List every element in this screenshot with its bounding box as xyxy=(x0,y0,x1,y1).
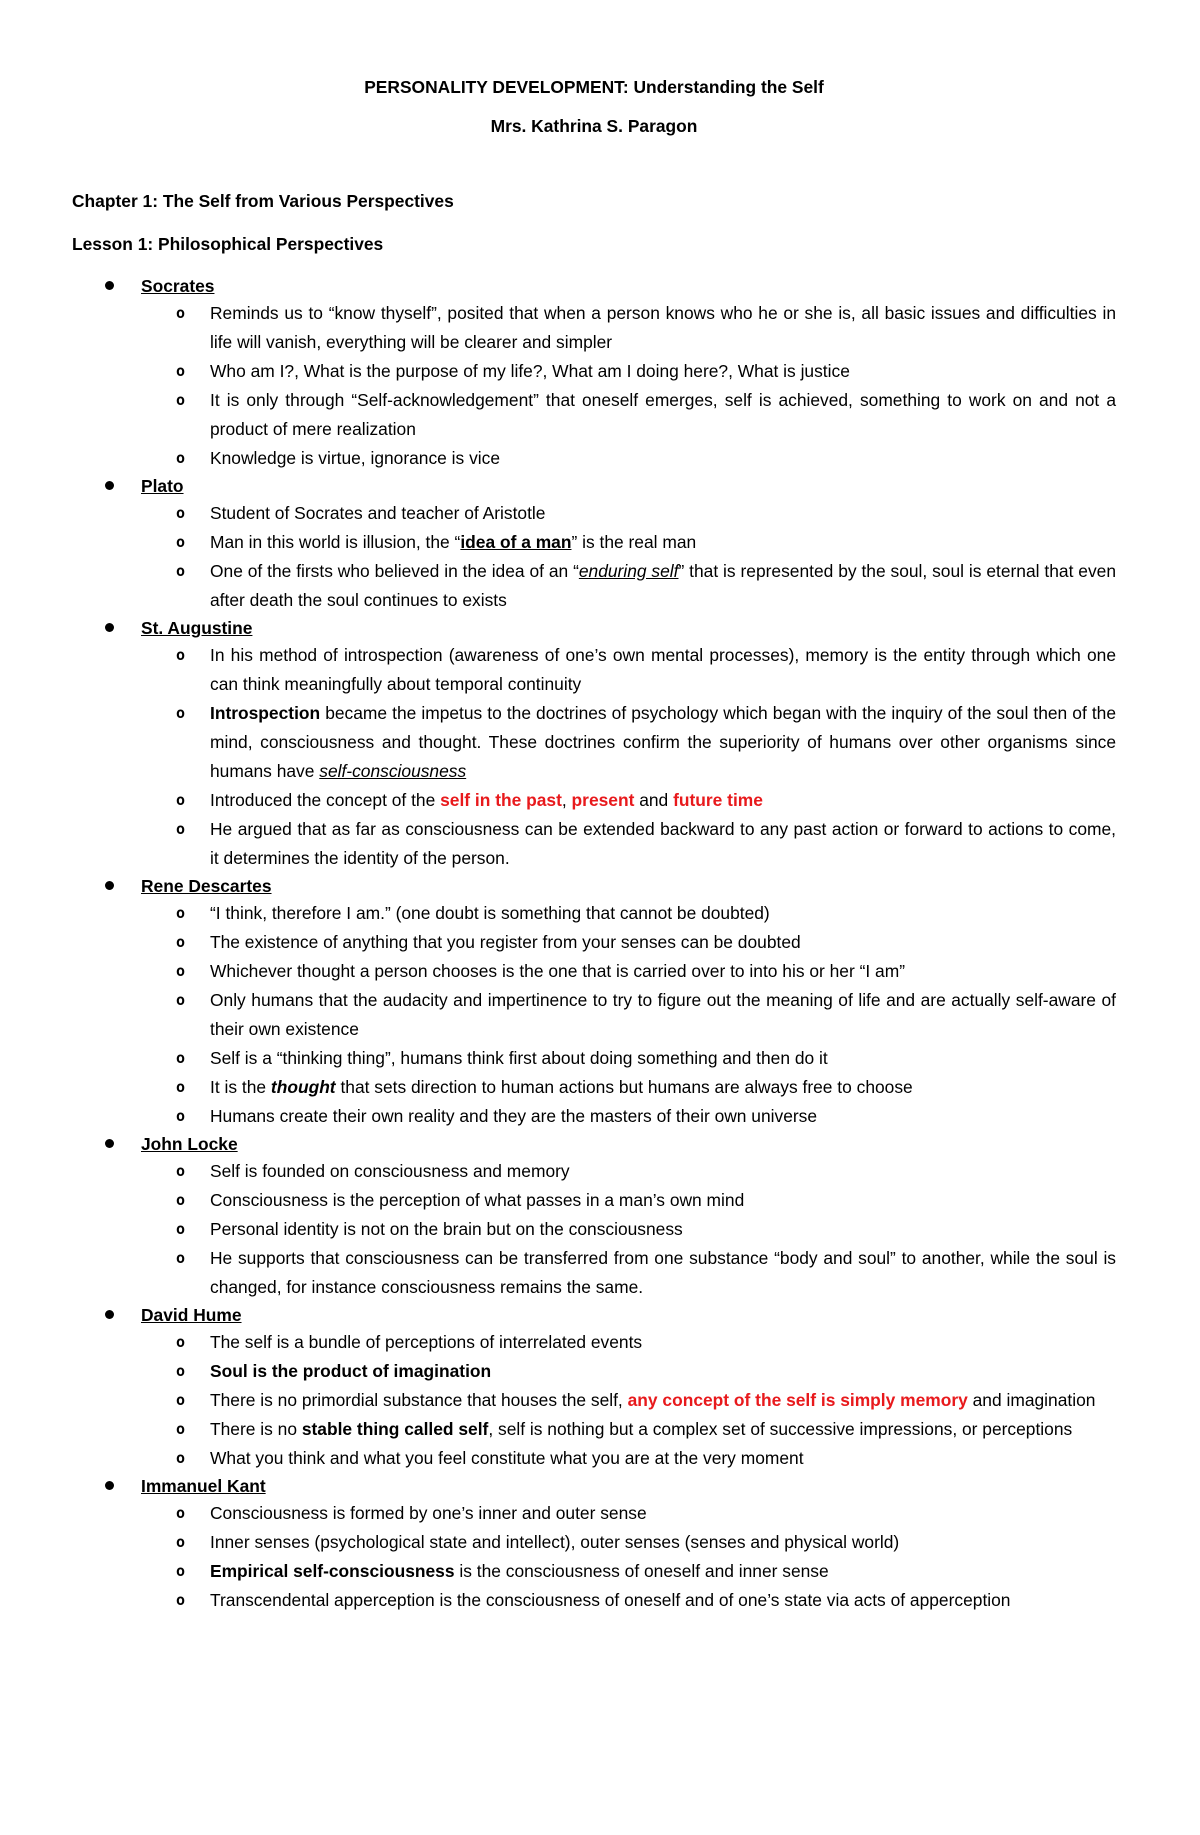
point-item xyxy=(141,1244,1116,1302)
philosopher-item xyxy=(72,273,1116,473)
point-text: enduring self xyxy=(578,561,679,581)
hollow-bullet-icon: o xyxy=(176,704,186,722)
bullet-icon xyxy=(105,623,114,632)
bullet-icon xyxy=(105,281,114,290)
point-item xyxy=(141,1157,1116,1186)
document-author: Mrs. Kathrina S. Paragon xyxy=(490,116,698,136)
point-text: He argued that as far as consciousness can be extended backward to any past action or forward to actions to come, it determines the identity of the person. xyxy=(210,819,1116,868)
hollow-bullet-icon: o xyxy=(176,1249,186,1267)
point-item xyxy=(141,1386,1116,1415)
point-item xyxy=(141,1044,1116,1073)
philosopher-item xyxy=(72,615,1116,873)
point-text: Humans create their own reality and they are the masters of their own universe xyxy=(210,1106,818,1126)
hollow-bullet-icon: o xyxy=(176,1391,186,1409)
philosopher-name: John Locke xyxy=(141,1134,238,1154)
hollow-bullet-icon: o xyxy=(176,304,186,322)
point-text: Consciousness is formed by one’s inner and outer sense xyxy=(210,1503,647,1523)
point-list xyxy=(141,641,1116,873)
document-title: PERSONALITY DEVELOPMENT: Understanding the Self xyxy=(364,77,824,97)
philosopher-name: David Hume xyxy=(141,1305,242,1325)
point-item xyxy=(141,957,1116,986)
philosopher-name: Rene Descartes xyxy=(141,876,272,896)
hollow-bullet-icon: o xyxy=(176,1362,186,1380)
point-text: There is no primordial substance that houses the self, xyxy=(210,1390,628,1410)
point-text: Introspection xyxy=(210,703,321,723)
point-text: stable thing called self xyxy=(301,1419,489,1439)
hollow-bullet-icon: o xyxy=(176,504,186,522)
point-item xyxy=(141,928,1116,957)
point-text: that sets direction to human actions but humans are always free to choose xyxy=(335,1077,913,1097)
hollow-bullet-icon: o xyxy=(176,904,186,922)
hollow-bullet-icon: o xyxy=(176,1162,186,1180)
point-text: any concept of the self is simply memory xyxy=(627,1390,968,1410)
bullet-icon xyxy=(105,481,114,490)
lesson-heading: Lesson 1: Philosophical Perspectives xyxy=(72,234,384,254)
point-item xyxy=(141,1557,1116,1586)
bullet-icon xyxy=(105,1310,114,1319)
hollow-bullet-icon: o xyxy=(176,1049,186,1067)
point-item xyxy=(141,499,1116,528)
point-list xyxy=(141,1157,1116,1302)
point-text: Transcendental apperception is the consciousness of oneself and of one’s state via acts of apperception xyxy=(210,1590,1011,1610)
point-text: Who am I?, What is the purpose of my life?, What am I doing here?, What is justice xyxy=(210,361,850,381)
point-text: Introduced the concept of the xyxy=(210,790,441,810)
point-item xyxy=(141,641,1116,699)
philosophers-list xyxy=(72,273,1116,1615)
point-item xyxy=(141,444,1116,473)
hollow-bullet-icon: o xyxy=(176,1107,186,1125)
point-text: idea of a man xyxy=(460,532,572,552)
philosopher-name: Immanuel Kant xyxy=(141,1476,266,1496)
point-text: There is no xyxy=(210,1419,302,1439)
point-item xyxy=(141,699,1116,786)
point-item xyxy=(141,815,1116,873)
philosopher-name: Plato xyxy=(141,476,184,496)
point-item xyxy=(141,899,1116,928)
point-text: and imagination xyxy=(967,1390,1096,1410)
bullet-icon xyxy=(105,1139,114,1148)
hollow-bullet-icon: o xyxy=(176,646,186,664)
philosopher-item xyxy=(72,873,1116,1131)
point-text: The self is a bundle of perceptions of interrelated events xyxy=(210,1332,643,1352)
point-text: Empirical self-consciousness xyxy=(210,1561,455,1581)
point-text: Personal identity is not on the brain but on the consciousness xyxy=(210,1219,683,1239)
bullet-icon xyxy=(105,881,114,890)
hollow-bullet-icon: o xyxy=(176,1449,186,1467)
point-text: It is the xyxy=(210,1077,271,1097)
point-list xyxy=(141,299,1116,473)
point-item xyxy=(141,1215,1116,1244)
point-item xyxy=(141,986,1116,1044)
point-text: Whichever thought a person chooses is the one that is carried over to into his or her “I am” xyxy=(210,961,906,981)
point-text: Inner senses (psychological state and intellect), outer senses (senses and physical world) xyxy=(210,1532,900,1552)
point-item xyxy=(141,1499,1116,1528)
point-item xyxy=(141,357,1116,386)
point-text: became the impetus to the doctrines of psychology which began with the inquiry of the soul then of the mind, consciousness and thought. These doctrines confirm the superiority of humans over other organisms since humans have xyxy=(210,703,1116,781)
point-text: is the consciousness of oneself and inner sense xyxy=(454,1561,829,1581)
point-item xyxy=(141,386,1116,444)
hollow-bullet-icon: o xyxy=(176,1591,186,1609)
point-text: self in the past xyxy=(440,790,562,810)
point-text: ” is the real man xyxy=(571,532,697,552)
hollow-bullet-icon: o xyxy=(176,1533,186,1551)
point-text: self-consciousness xyxy=(319,761,467,781)
hollow-bullet-icon: o xyxy=(176,991,186,1009)
hollow-bullet-icon: o xyxy=(176,962,186,980)
point-item xyxy=(141,1357,1116,1386)
point-text: “I think, therefore I am.” (one doubt is something that cannot be doubted) xyxy=(210,903,770,923)
point-item xyxy=(141,1444,1116,1473)
point-text: Self is a “thinking thing”, humans think first about doing something and then do it xyxy=(210,1048,828,1068)
hollow-bullet-icon: o xyxy=(176,1220,186,1238)
point-item xyxy=(141,528,1116,557)
hollow-bullet-icon: o xyxy=(176,1333,186,1351)
point-text: Reminds us to “know thyself”, posited that when a person knows who he or she is, all basic issues and difficulties in life will vanish, everything will be clearer and simpler xyxy=(210,303,1116,352)
hollow-bullet-icon: o xyxy=(176,1420,186,1438)
hollow-bullet-icon: o xyxy=(176,933,186,951)
point-item xyxy=(141,1586,1116,1615)
hollow-bullet-icon: o xyxy=(176,1078,186,1096)
philosopher-item xyxy=(72,473,1116,615)
point-item xyxy=(141,786,1116,815)
hollow-bullet-icon: o xyxy=(176,1562,186,1580)
point-text: present xyxy=(571,790,635,810)
point-text: The existence of anything that you register from your senses can be doubted xyxy=(210,932,801,952)
point-item xyxy=(141,1328,1116,1357)
bullet-icon xyxy=(105,1481,114,1490)
point-item xyxy=(141,1415,1116,1444)
hollow-bullet-icon: o xyxy=(176,362,186,380)
philosopher-item xyxy=(72,1131,1116,1302)
hollow-bullet-icon: o xyxy=(176,449,186,467)
point-text: He supports that consciousness can be transferred from one substance “body and soul” to another, while the soul is changed, for instance consciousness remains the same. xyxy=(210,1248,1116,1297)
point-text: In his method of introspection (awareness of one’s own mental processes), memory is the entity through which one can think meaningfully about temporal continuity xyxy=(210,645,1116,694)
point-text: Consciousness is the perception of what passes in a man’s own mind xyxy=(210,1190,745,1210)
point-text: Only humans that the audacity and impertinence to try to figure out the meaning of life and are actually self-aware of their own existence xyxy=(210,990,1116,1039)
point-list xyxy=(141,1328,1116,1473)
point-text: Student of Socrates and teacher of Aristotle xyxy=(210,503,546,523)
point-text: What you think and what you feel constitute what you are at the very moment xyxy=(210,1448,804,1468)
point-text: Soul is the product of imagination xyxy=(210,1361,492,1381)
philosopher-name: St. Augustine xyxy=(141,618,253,638)
philosopher-item xyxy=(72,1302,1116,1473)
point-list xyxy=(141,499,1116,615)
point-text: Self is founded on consciousness and memory xyxy=(210,1161,570,1181)
philosopher-item xyxy=(72,1473,1116,1615)
hollow-bullet-icon: o xyxy=(176,791,186,809)
point-text: It is only through “Self-acknowledgement” that oneself emerges, self is achieved, something to work on and not a product of mere realization xyxy=(210,390,1116,439)
hollow-bullet-icon: o xyxy=(176,1191,186,1209)
point-text: One of the firsts who believed in the idea of an “ xyxy=(210,561,579,581)
point-item xyxy=(141,1186,1116,1215)
chapter-heading: Chapter 1: The Self from Various Perspectives xyxy=(72,191,454,211)
point-text: and xyxy=(634,790,674,810)
hollow-bullet-icon: o xyxy=(176,562,186,580)
point-list xyxy=(141,1499,1116,1615)
hollow-bullet-icon: o xyxy=(176,533,186,551)
point-text: ” that is represented by the soul, soul is eternal that even after death the soul continues to exists xyxy=(210,561,1116,610)
point-text: future time xyxy=(673,790,763,810)
hollow-bullet-icon: o xyxy=(176,391,186,409)
point-text: Man in this world is illusion, the “ xyxy=(210,532,461,552)
hollow-bullet-icon: o xyxy=(176,1504,186,1522)
point-item xyxy=(141,299,1116,357)
point-list xyxy=(141,899,1116,1131)
point-text: thought xyxy=(270,1077,336,1097)
point-item xyxy=(141,557,1116,615)
point-text: , xyxy=(561,790,572,810)
point-item xyxy=(141,1528,1116,1557)
point-item xyxy=(141,1073,1116,1102)
point-text: , self is nothing but a complex set of successive impressions, or perceptions xyxy=(488,1419,1073,1439)
point-item xyxy=(141,1102,1116,1131)
point-text: Knowledge is virtue, ignorance is vice xyxy=(210,448,500,468)
philosopher-name: Socrates xyxy=(141,276,215,296)
hollow-bullet-icon: o xyxy=(176,820,186,838)
